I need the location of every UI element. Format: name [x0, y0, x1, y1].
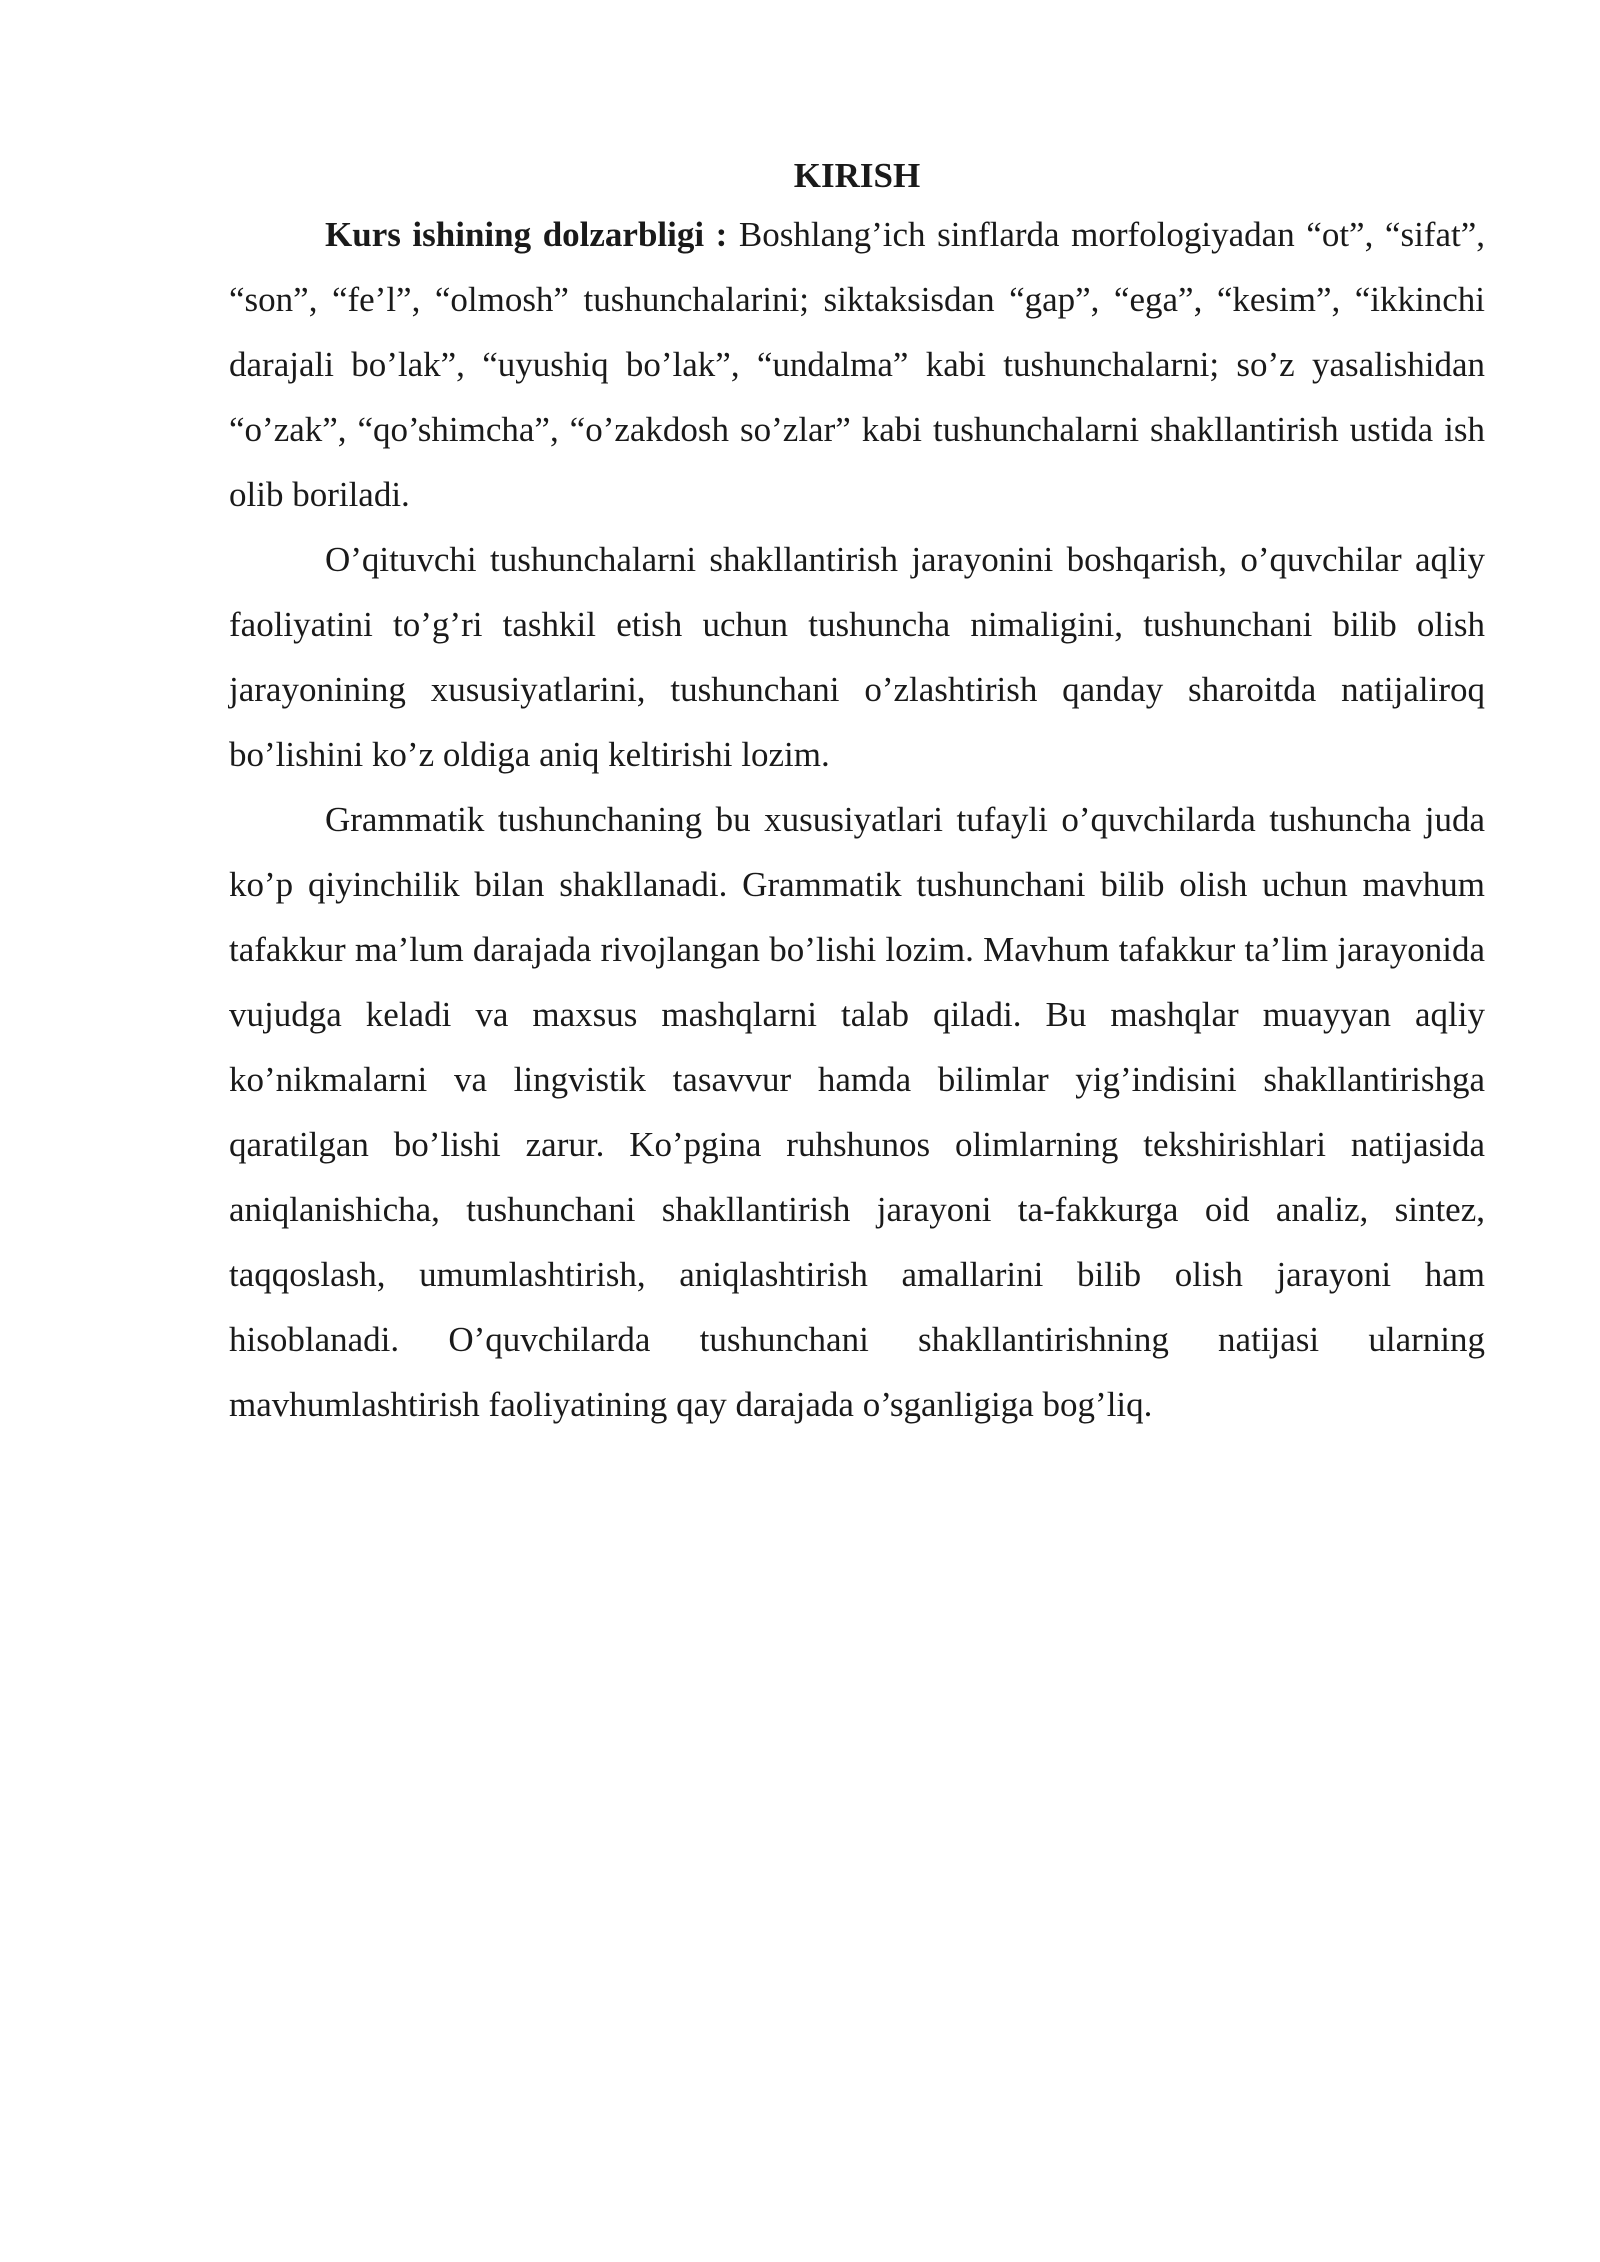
paragraph-lead: Kurs ishining dolzarbligi :	[325, 215, 728, 254]
section-heading: KIRISH	[793, 156, 921, 195]
paragraph-teacher: O’qituvchi tushunchalarni shakllantirish jarayonini boshqarish, o’quvchilar aqliy faoliyatini to’g’ri tashkil etish uchun tushuncha nimaligini, tushunchani bilib olish jarayonining xususiyatlarini, tushunchani o’zlashtirish qanday sharoitda natijaliroq bo’lishini ko’z oldiga aniq keltirishi lozim.	[229, 540, 1485, 774]
paragraph-grammar: Grammatik tushunchaning bu xususiyatlari tufayli o’quvchilarda tushuncha juda ko’p qiyinchilik bilan shakllanadi. Grammatik tushunchani bilib olish uchun mavhum tafakkur ma’lum darajada rivojlangan bo’lishi lozim. Mavhum tafakkur ta’lim jarayonida vujudga keladi va maxsus mashqlarni talab qiladi. Bu mashqlar muayyan aqliy ko’nikmalarni va lingvistik tasavvur hamda bilimlar yig’indisini shakllantirishga qaratilgan bo’lishi zarur. Ko’pgina ruhshunos olimlarning tekshirishlari natijasida aniqlanishicha, tushunchani shakllantirish jarayoni ta-fakkurga oid analiz, sintez, taqqoslash, umumlashtirish, aniqlashtirish amallarini bilib olish jarayoni ham hisoblanadi. O’quvchilarda tushunchani shakllantirishning natijasi ularning mavhumlashtirish faoliyatining qay darajada o’sganligiga bog’liq.	[229, 800, 1485, 1424]
page-content	[229, 150, 1485, 1437]
paragraph-text: Boshlang’ich sinflarda morfologiyadan “ot”, “sifat”, “son”, “fe’l”, “olmosh” tushunchalarini; siktaksisdan “gap”, “ega”, “kesim”, “ikkinchi darajali bo’lak”, “uyushiq bo’lak”, “undalma” kabi tushunchalarni; so’z yasalishidan “o’zak”, “qo’shimcha”, “o’zakdosh so’zlar” kabi tushunchalarni shakllantirish ustida ish olib boriladi.	[229, 215, 1485, 514]
paragraph-relevance	[229, 202, 1485, 527]
